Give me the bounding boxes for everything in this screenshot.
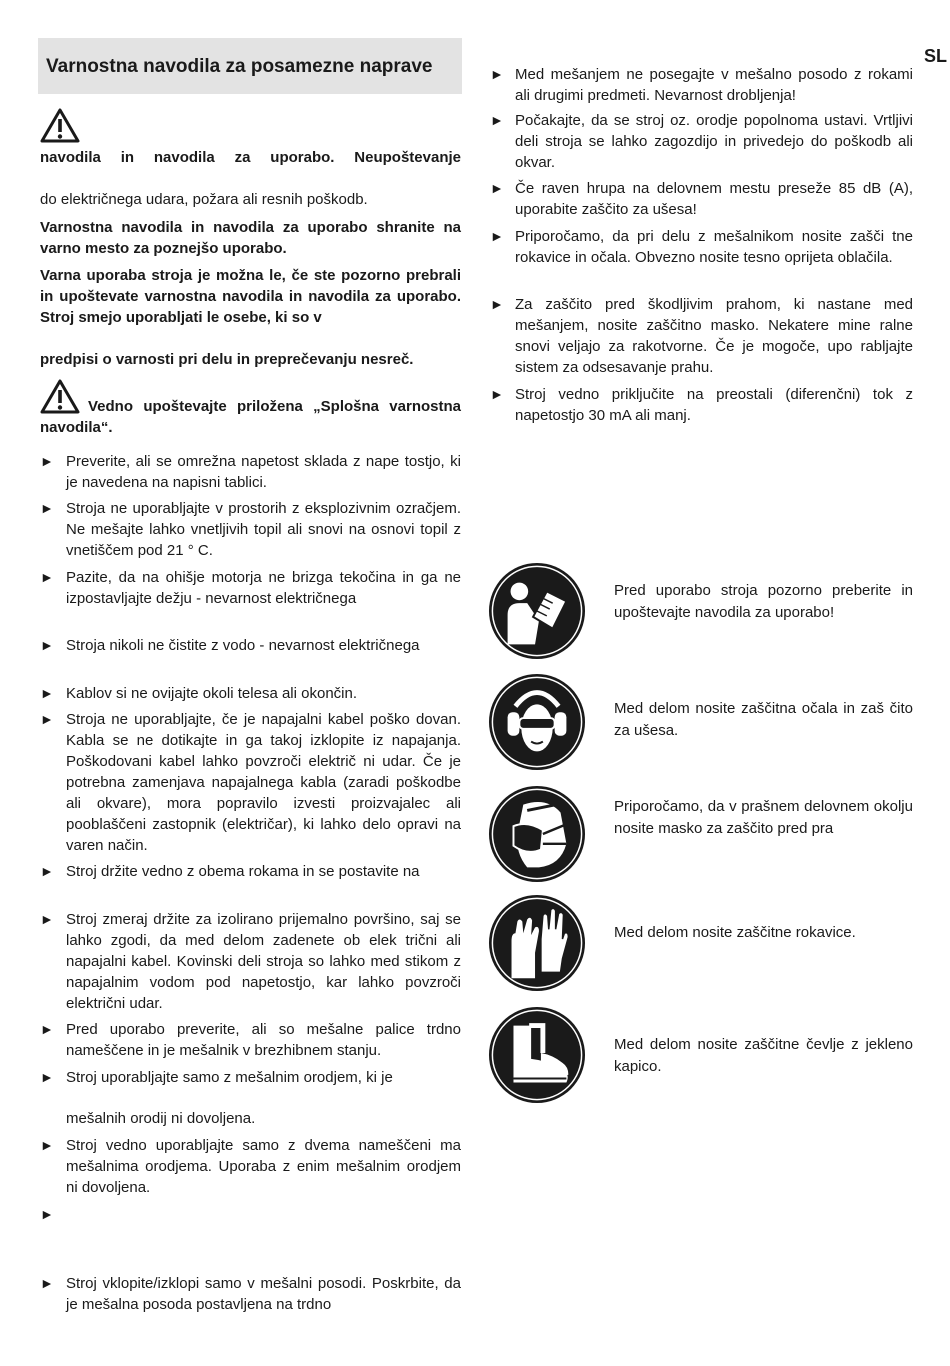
paragraph-regulations: predpisi o varnosti pri delu in preprečevanju nesreč. [40, 351, 414, 368]
bullet-arrow-icon: ► [40, 1137, 54, 1153]
bullet-arrow-icon: ► [40, 1275, 54, 1291]
language-code: SL [924, 46, 948, 66]
bullet-arrow-icon: ► [40, 1206, 54, 1222]
pictogram-text: Priporočamo, da v prašnem delovnem okolju nosite masko za zaščito pred pra [614, 798, 913, 837]
warning-text: navodila in navodila za uporabo. Neupoštevanje [40, 149, 461, 166]
dust-mask-icon [488, 785, 586, 883]
safety-boots-icon [488, 1006, 586, 1104]
bullet-arrow-icon: ► [490, 66, 504, 82]
paragraph-store-instructions: Varnostna navodila in navodila za uporabo shranite na varno mesto za poznejšo uporabo. [40, 219, 461, 257]
bullet-arrow-icon: ► [40, 569, 54, 585]
section-heading: Varnostna navodila za posamezne naprave [46, 56, 433, 77]
gloves-icon [488, 894, 586, 992]
bullet-arrow-icon: ► [490, 228, 504, 244]
bullet-arrow-icon: ► [490, 112, 504, 128]
bullet-arrow-icon: ► [40, 453, 54, 469]
bullet-arrow-icon: ► [40, 1021, 54, 1037]
bullet-arrow-icon: ► [490, 180, 504, 196]
general-safety-note: Vedno upoštevajte priložena „Splošna varnostna navodila“. [40, 398, 461, 436]
warning-triangle-icon [40, 108, 80, 143]
bullet-arrow-icon: ► [40, 863, 54, 879]
bullet-arrow-icon: ► [40, 685, 54, 701]
bullet-arrow-icon: ► [40, 711, 54, 727]
bullet-arrow-icon: ► [40, 500, 54, 516]
bullet-arrow-icon: ► [490, 386, 504, 402]
section-heading-box [38, 38, 462, 94]
paragraph-safe-use: Varna uporaba stroja je možna le, če ste pozorno prebrali in upoštevate varnostna navodila in navodila za uporabo. Stroj smejo uporabljati le osebe, ki so v [40, 267, 461, 326]
pictogram-text: Med delom nosite zaščitne rokavice. [614, 924, 856, 941]
pictogram-text: Med delom nosite zaščitna očala in zaš čito za ušesa. [614, 700, 913, 739]
bullet-arrow-icon: ► [40, 637, 54, 653]
goggles-ear-protection-icon [488, 673, 586, 771]
paragraph-consequence: do električnega udara, požara ali resnih poškodb. [40, 191, 368, 208]
pictogram-text: Med delom nosite zaščitne čevlje z jekleno kapico. [614, 1036, 913, 1075]
bullet-arrow-icon: ► [40, 911, 54, 927]
bullet-arrow-icon: ► [490, 296, 504, 312]
bullet-arrow-icon: ► [40, 1069, 54, 1085]
read-manual-icon [488, 562, 586, 660]
pictogram-text: Pred uporabo stroja pozorno preberite in upoštevajte navodila za uporabo! [614, 582, 913, 621]
